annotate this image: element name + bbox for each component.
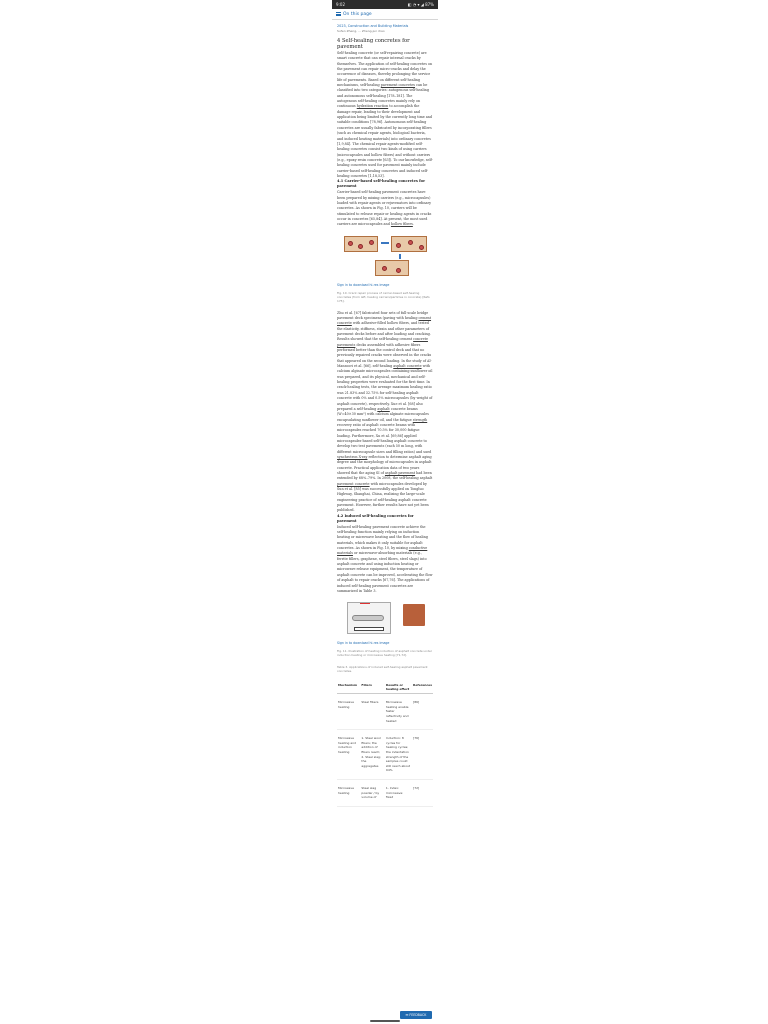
text-span: reflection to determine asphalt aging degree and the morphology of microcapsules in asphalt concrete. Practical application data of two years showed that the aging SI of	[337, 454, 432, 475]
text-span: had been extended by 68%–79%. In 2008, the self-healing asphalt	[337, 470, 433, 481]
text-span: Induced self-healing pavement concrete achieve the self-healing function mainly relying on induction heating or microwave heating and the flow of healing materials, which makes it only suitable for asphalt concretes. As shown in Fig. 10, by mixing	[337, 524, 428, 551]
text-span: Self-healing concrete (or self-repairing concrete) are smart concrete that can repair internal cracks by themselves. The application of self-healing concretes on the pavement can repair micro-cracks and delay the occurrence of diseases, thereby prolonging the service life of pavements. Based on different self-healing mechanisms, self-healing	[337, 51, 433, 88]
figure-10[interactable]	[337, 234, 433, 280]
figure-11[interactable]	[337, 600, 433, 638]
table-3-caption: Table 3. Applications of induced self-healing asphalt pavement concretes.	[337, 665, 428, 674]
figure-10-panel-a	[344, 236, 378, 252]
table-cell: Induction: 8 cycles for healing cycles; the indentation strength of the samples could still reach about 94%	[385, 730, 412, 780]
home-indicator[interactable]	[370, 1020, 400, 1022]
text-span: or microwave-absorbing materials (e.g., ferrite fillers, graphene, steel fibers, steel slags) into asphalt concrete and using induction heating or microwave release equipment, the temperature of asphalt concrete can be improved, accelerating the flow of asphalt to repair cracks [67,76]. The applications of induced self-healing pavement concretes are summarized in Table 3.	[337, 551, 433, 593]
feedback-button[interactable]: ✉ FEEDBACK	[400, 1011, 432, 1019]
inline-link[interactable]: asphalt concrete	[393, 364, 422, 369]
inline-link[interactable]: hydration reaction	[356, 104, 389, 109]
section-4-2-paragraph	[337, 525, 433, 594]
phone-screen	[332, 0, 438, 1024]
section-4-1-paragraph-2	[337, 311, 433, 514]
table-cell[interactable]: [86]	[412, 694, 433, 730]
table-header-cell: Results or healing effect	[385, 681, 412, 694]
inline-link[interactable]: asphalt	[377, 406, 390, 411]
text-span: Zhu et al. [67] fabricated four sets of full-scale bridge pavement deck specimens (paving with healing	[337, 310, 429, 320]
table-cell: Microwave heating	[337, 779, 360, 806]
figure-11-download-link[interactable]: Sign in to download hi-res image	[337, 641, 390, 646]
text-span: can be classified into two categories: autogenous self-healing and autonomous self-healing [178–181]. The autogenous self-healing concretes mainly rely on continuous	[337, 83, 429, 109]
text-span: to accomplish the damage repair, leading to their development and application being limited by the currently long time and suitable conditions [78,96]. Autonomous self-healing concretes are usually fabricated by incorporating fillers (such as chemical repair agents, biological bacteria, and induced heating materials) into ordinary concretes [1,9,84]. The chemical repair agents-modified self-healing concretes consist two kinds of using carriers (microcapsules and hollow fibers) and without carriers (e.g., epoxy resin concrete [63]). To our knowledge, self-healing concretes used for pavement mainly include carrier-based self-healing concretes and induced self-healing concretes [1,18,53].	[337, 104, 433, 178]
text-span: decks assembled with adhesive fibers performed better than the control deck and that no previously repaired cracks were observed in the cracks that appeared on the second loading. In the study of Al-Mansoori et al. [66], self-healing	[337, 342, 432, 369]
text-span: with calcium alginate microcapsules containing sunflower oil was prepared, and its physical, mechanical and self-healing properties were evaluated for the first time. In crack-healing tests, the average maximum healing ratio was 21.83% and 32.75% for self-healing asphalt concrete with 0% and 0.5% microcapsules (by weight of asphalt concrete), respectively. Xue et al. [68] also prepared a self-healing	[337, 364, 433, 411]
authors-line: Sufen Zheng, ... Zheng-jun Xiao	[337, 29, 385, 33]
inline-link[interactable]: pavement concrete	[337, 481, 370, 486]
text-span: with adhesive-filled hollow fibers, and tested the elasticity, stiffness, strain and other parameters of pavement decks before and after loading and cracking. Results showed that the self-healing cement	[337, 321, 431, 342]
section-4-paragraph	[337, 51, 433, 179]
text-span: with microcapsules developed by Sun et al. [85] was successfully applied on Tongluo Highway, Shanghai, China, realizing the large-scale engineering practice of self-healing asphalt concrete pavement. However, further results have not yet been published.	[337, 481, 429, 513]
table-cell[interactable]: [76]	[412, 730, 433, 780]
inline-link[interactable]: cement concrete	[337, 316, 432, 326]
capsule-dot	[396, 243, 401, 248]
capsule-dot	[382, 266, 387, 271]
article-content	[332, 20, 438, 807]
figure-11-marker	[360, 603, 370, 604]
capsule-dot	[358, 244, 363, 249]
figure-11-photo	[403, 604, 425, 626]
figure-11-diagram	[347, 602, 391, 634]
table-header-row	[337, 681, 433, 694]
inline-link[interactable]: hollow fibers	[390, 222, 413, 227]
section-4-1-title: 4.1 Carrier-based self-healing concretes for pavement	[337, 179, 425, 189]
table-cell: Microwave heating and induction heating	[337, 730, 360, 780]
induction-coil	[352, 615, 384, 621]
table-cell[interactable]: [72]	[412, 779, 433, 806]
table-cell: Steel fibers	[360, 694, 384, 730]
figure-11-label-box	[354, 627, 384, 631]
text-span: recovery ratio of asphalt concrete beams with microcapsules reached 70.5% for 30,000 fatigue loading. Furthermore, Xu et al. [69,86] applied microcapsules-based self-healing asphalt concrete to develop two test pavements (each 50 m long, with different microcapsule sizes and filling ratios) and used	[337, 422, 432, 454]
table-header-cell: Fillers	[360, 681, 384, 694]
inline-link[interactable]: concrete pavements	[337, 337, 428, 347]
inline-link[interactable]: conductive materials	[337, 546, 428, 556]
table-cell: 1. Steel wool fibers; the addition of fibers reach; 2. Steel slag; the aggregates	[360, 730, 384, 780]
table-row	[337, 694, 433, 730]
table-header-cell: Mechanism	[337, 681, 360, 694]
figure-10-download-link[interactable]: Sign in to download hi-res image	[337, 282, 390, 287]
figure-10-panel-c	[375, 260, 409, 276]
inline-link[interactable]: pavement concretes	[380, 83, 416, 88]
table-row	[337, 730, 433, 780]
journal-link[interactable]: 2023, Construction and Building Materials	[337, 24, 409, 28]
table-header-cell: References	[412, 681, 433, 694]
arrow-icon	[399, 254, 401, 259]
status-time: 9:02	[336, 2, 345, 7]
text-span: concrete beams (W=40×30 mm²) with calcium alginate microcapsules encapsulating sunflower oil, and the fatigue	[337, 406, 429, 422]
status-bar	[332, 0, 438, 9]
table-row	[337, 779, 433, 806]
capsule-dot	[419, 245, 424, 250]
inline-link[interactable]: strength	[412, 417, 428, 422]
status-icons: ◧ ◔ ▾ ◢ 87%	[407, 2, 434, 7]
table-3	[337, 681, 433, 807]
table-cell: 1. Index: microwave: fixed	[385, 779, 412, 806]
capsule-dot	[348, 241, 353, 246]
table-cell: Microwave heating	[337, 694, 360, 730]
inline-link[interactable]: asphalt pavement	[384, 470, 416, 475]
capsule-dot	[408, 240, 413, 245]
on-this-page-link[interactable]: On this page	[343, 11, 372, 17]
figure-10-caption: Fig. 10. Crack repair process of carrier-based self-healing concretes (from left, healing carriers/particles in concrete) [Refs 175].	[337, 290, 430, 303]
inline-link[interactable]: synchrotron X-ray	[337, 454, 368, 459]
text-span: Carrier-based self-healing pavement concretes have been prepared by mixing carriers (e.g., microcapsules) loaded with repair agents or rejuvenators into ordinary concretes. As shown in Fig. 10, carriers will be stimulated to release repair or healing agents in cracks occur in concretes [65,84]. At present, the most used carriers are microcapsules and	[337, 190, 432, 227]
figure-11-caption: Fig. 11. Illustration of heating induction of asphalt concrete under induction heating or microwave heating [71,72].	[337, 649, 433, 658]
section-4-1-paragraph	[337, 190, 433, 227]
capsule-dot	[369, 240, 374, 245]
arrow-icon	[381, 242, 389, 244]
section-4-title: 4 Self-healing concretes for pavement	[337, 38, 410, 50]
capsule-dot	[396, 268, 401, 273]
section-4-2-title: 4.2 Induced self-healing concretes for pavement	[337, 513, 414, 523]
table-cell: Steel slag powder / by volume of	[360, 779, 384, 806]
on-this-page-bar[interactable]	[332, 9, 438, 20]
table-cell: Microwave heating enable faster reflectivity and heated	[385, 694, 412, 730]
text-span: .	[412, 222, 414, 227]
outline-icon[interactable]	[336, 12, 341, 16]
figure-10-panel-b	[391, 236, 427, 252]
